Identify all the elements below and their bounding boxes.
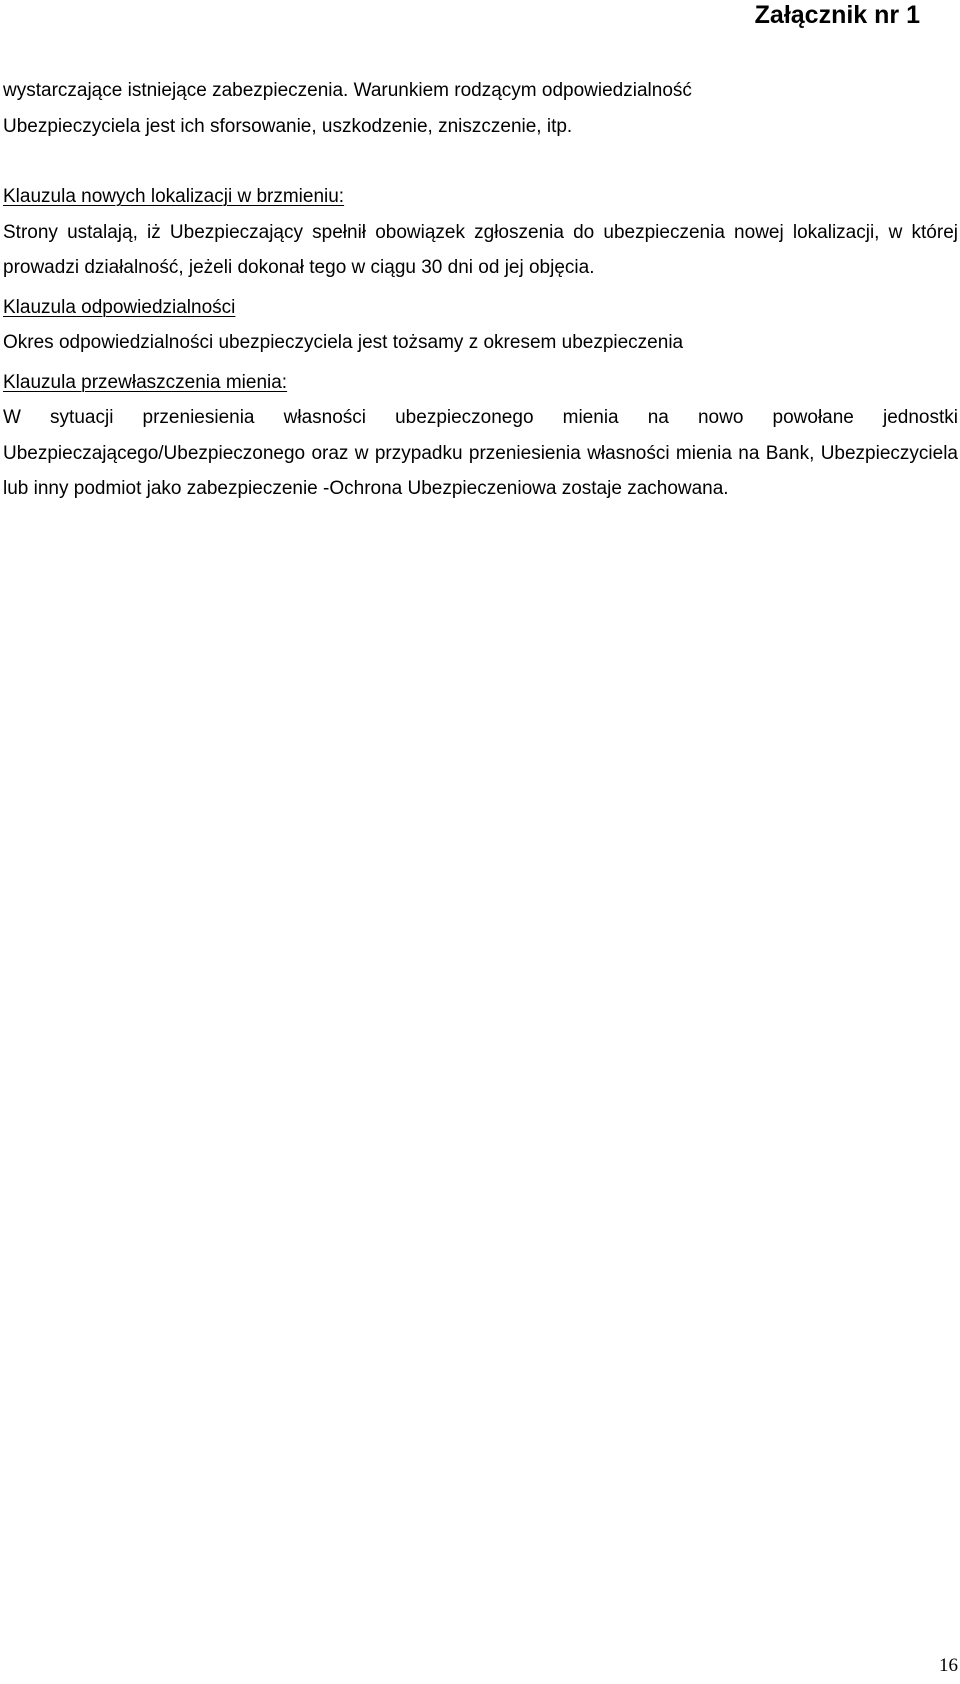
section-heading-ownership-transfer: Klauzula przewłaszczenia mienia: xyxy=(3,371,288,393)
intro-line-1: wystarczające istniejące zabezpieczenia. Warunkiem rodzącym odpowiedzialność xyxy=(3,80,692,101)
document-body xyxy=(3,73,958,507)
section-text-liability: Okres odpowiedzialności ubezpieczyciela jest tożsamy z okresem ubezpieczenia xyxy=(3,332,684,353)
section-heading-new-locations: Klauzula nowych lokalizacji w brzmieniu: xyxy=(3,186,345,207)
section-text-ownership-transfer: W sytuacji przeniesienia własności ubezpieczonego mienia na nowo powołane jednostki Ubezpieczającego/Ubezpieczonego oraz w przypadku przeniesienia własności mienia na Bank, Ubezpieczyciela lub inny podmiot jako zabezpieczenie -Ochrona Ubezpieczeniowa zostaje zachowana. xyxy=(3,407,958,499)
section-heading-liability: Klauzula odpowiedzialności xyxy=(3,296,236,318)
page-number: 16 xyxy=(939,1655,958,1676)
document-title: Załącznik nr 1 xyxy=(754,1,920,29)
intro-line-2: Ubezpieczyciela jest ich sforsowanie, uszkodzenie, zniszczenie, itp. xyxy=(3,115,573,137)
section-text-new-locations: Strony ustalają, iż Ubezpieczający spełnił obowiązek zgłoszenia do ubezpieczenia nowej lokalizacji, w której prowadzi działalność, jeżeli dokonał tego w ciągu 30 dni od jej objęcia. xyxy=(3,221,958,278)
